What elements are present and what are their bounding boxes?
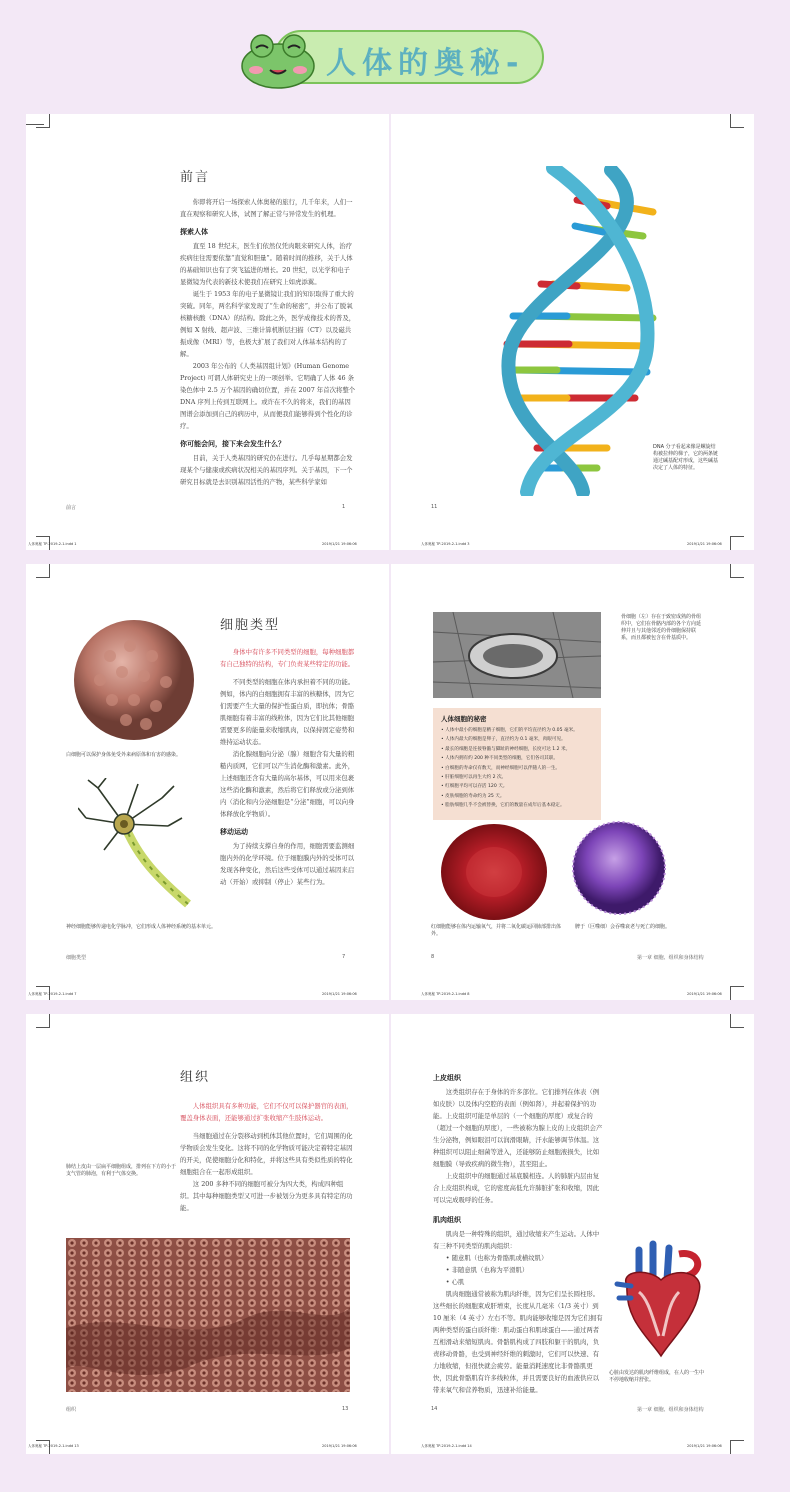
bone-cell-caption: 骨细胞（左）存在于致密成熟的骨组织中，它们在骨骼内部的各个方向延伸并且与其他邻近的骨细胞保持联系，而且都被包含在骨基质中。	[621, 614, 702, 641]
imprint-date: 2019/1/21 19:06:06	[322, 992, 357, 996]
section-heading: 探索人体	[180, 228, 208, 236]
imprint-file: 人体奥秘 TP-2019-2-1.indd 14	[421, 1444, 472, 1448]
page-cell-types	[26, 564, 389, 1000]
page-epithelial-muscle	[391, 1014, 754, 1454]
paragraph: 这类组织存在于身体的许多部位。它们排列在体表（例如皮肤）以及体内空腔的表面（例如肾），并起着保护的功能。上皮组织可能是单层的（一个细胞的厚度）或复合的（超过一个细胞的厚度），一些被称为腺上皮的上皮组织会产生分泌物，例如眼泪可以润滑眼睛，汗水能够调节体温。这种组织可以阻止细菌等进入，还能够防止细胞液损失，比如细胞膜（导致疾病的微生物），甚至阻止。	[433, 1088, 603, 1168]
lead-paragraph: 人体组织具有多种功能，它们不仅可以保护器官的表面，覆盖身体表面，还能够通过扩张收缩产生肢体运动。	[180, 1102, 353, 1122]
lead-paragraph: 身体中有许多不同类型的细胞，每种细胞都有自己独特的结构，专门负责某些特定的功能。	[220, 648, 355, 668]
muscle-type-item: • 非随意肌（也称为平滑肌）	[445, 1266, 529, 1274]
paragraph: 2003 年公布的《人类基因组计划》(Human Genome Project) 可谓人体研究史上的一项创举。它明确了人体 46 条染色体中 2.5 万个基因的确切位置，并在 2007 年首次将整个 DNA 序列上传到互联网上。或许在不久的将来，我们的基因图谱会添加到自己的病历中，从而便我们能够得到个性化的诊疗。	[180, 362, 356, 430]
section-heading: 上皮组织	[433, 1074, 461, 1082]
neuron-caption: 神经细胞能够传递电化学脉冲，它们形成人体神经系统的基本单元。	[66, 924, 217, 930]
paragraph: 肌肉是一种特殊的组织，通过收缩来产生运动。人体中有三种不同类型的肌肉组织：	[433, 1230, 600, 1250]
paragraph: 不同类型的细胞在体内承担着不同的功能。例如，体内的白细胞拥有丰富的核糖体，因为它们需要产生大量的保护性蛋白质，即抗体；骨骼肌细胞有着丰富的线粒体，因为它们比其他细胞需要更多的能量来收缩肌肉，以保持固定姿势和维持运动状态。	[220, 678, 355, 746]
tissue-body	[180, 1100, 356, 1214]
imprint-file: 人体奥秘 TP-2019-2-1.indd 3	[421, 542, 470, 546]
paragraph: 诞生于 1953 年的电子显微镜让我们的知识取得了重大的突破。同年，两名科学家发现了“生命的秘密”，并公布了脱氧核糖核酸（DNA）的结构。除此之外，医学成像技术的普及，例如 X 射线、超声波、三维计算机断层扫描（CT）以及磁共振成像（MRI）等，也极大扩展了我们对人体基本结构的了解。	[180, 290, 356, 358]
imprint-date: 2019/1/21 19:06:06	[322, 1444, 357, 1448]
running-footer: 组织	[66, 1407, 77, 1413]
page-tissue	[26, 1014, 389, 1454]
running-footer: 前言	[66, 505, 77, 511]
page-preface	[26, 114, 389, 550]
frog-mascot-icon	[228, 26, 328, 92]
imprint-date: 2019/1/21 19:06:06	[322, 542, 357, 546]
cell-types-body	[220, 646, 360, 888]
paragraph: 为了持续支撑自身的作用，细胞需要监测细胞内外的化学环境。位于细胞膜内外的受体可以发现各种变化，然后这些受体可以通过基因来启动（开始）或抑制（停止）某些行为。	[220, 842, 355, 886]
page-number: 14	[431, 1406, 438, 1412]
box-list-item: • 人体内最大的细胞是卵子，直径约为 0.1 毫米，肉眼可见。	[441, 737, 566, 743]
box-list	[433, 726, 601, 811]
box-title: 人体细胞的秘密	[441, 715, 487, 723]
muscle-type-list	[433, 1252, 605, 1288]
box-list-item: • 肝脏细胞可以再生大约 2 次。	[441, 775, 507, 781]
box-list-item: • 皮肤细胞的寿命约为 25 天。	[441, 793, 505, 799]
imprint-date: 2019/1/21 19:06:06	[687, 992, 722, 996]
wbc-caption: 白细胞可以保护身体免受外来病原体和有害的感染。	[66, 752, 182, 758]
page-title: 前言	[180, 170, 211, 185]
cell-facts-box	[433, 708, 601, 820]
paragraph: 目前，关于人类基因的研究仍在进行。几乎每星期都会发现某个与健康或疾病状况相关的基因序列。关于基因，下一个研究目标就是去识别基因活性的产物，某些科学家如	[180, 454, 353, 486]
page-title: 细胞类型	[220, 618, 281, 633]
running-footer: 细胞类型	[66, 955, 87, 961]
imprint-file: 人体奥秘 TP-2019-2-1.indd 7	[28, 992, 77, 996]
header-banner	[228, 26, 548, 92]
red-blood-cell-illustration	[439, 822, 549, 922]
box-list-item: • 最长的细胞是连接脊髓与脚趾的神经细胞，长度可达 1.2 米。	[441, 746, 571, 752]
preface-body	[180, 196, 356, 488]
imprint-date: 2019/1/21 19:06:06	[687, 1444, 722, 1448]
paragraph: 这 200 多种不同的细胞可被分为四大类，构成四种组织。其中每种细胞类型又可进一步被划分为更多具有特定的功能。	[180, 1180, 353, 1212]
epithelial-body	[433, 1066, 605, 1396]
intro-paragraph: 你即将开启一场探索人体奥秘的旅行，几千年来，人们一直在观察和研究人体，试图了解正常与异常发生的机理。	[180, 198, 353, 218]
dna-caption: DNA 分子看起来像是螺旋结构被拉伸的梯子，它的两条链通过碱基配对形成，这些碱基决定了人体的特征。	[653, 444, 719, 471]
page-number: 11	[431, 504, 438, 510]
tissue-caption: 肺结上皮由一层扁平细胞组成，排列在下方的小于支气管的肺泡，有利于气体交换。	[66, 1164, 177, 1177]
dna-helix-illustration	[457, 166, 677, 496]
tissue-micrograph	[66, 1238, 350, 1392]
page-title: 组织	[180, 1070, 211, 1085]
macrophage-caption: 脾于（巨噬细）会吞噬衰老与死亡的细胞。	[575, 924, 671, 930]
box-list-item: • 人体内拥有约 200 种不同类型的细胞，它们各司其职。	[441, 756, 558, 762]
box-list-item: • 白细胞的寿命仅有数天，而神经细胞可以伴随人的一生。	[441, 765, 561, 771]
page-number: 8	[431, 954, 435, 960]
page-number: 1	[342, 504, 346, 510]
page-number: 13	[342, 1406, 349, 1412]
banner-title: 人体的奥秘-	[326, 46, 525, 81]
section-heading: 肌肉组织	[433, 1216, 461, 1224]
imprint-file: 人体奥秘 TP-2019-2-1.indd 1	[28, 542, 77, 546]
section-heading: 你可能会问，接下来会发生什么？	[180, 440, 285, 448]
page-cell-facts	[391, 564, 754, 1000]
heart-caption: 心脏由发达的肌肉纤维组成，在人的一生中不停地收缩并舒张。	[609, 1370, 705, 1383]
white-blood-cell-illustration	[70, 616, 198, 744]
imprint-file: 人体奥秘 TP-2019-2-1.indd 8	[421, 992, 470, 996]
page-number: 7	[342, 954, 346, 960]
paragraph: 当细胞通过在分裂移动到机体其他位置时，它们周围的化学物质会发生变化。这将不同的化学物质可能决定着特定基因的开关，促使细胞分化和特化，并将这些具有类似性质的特化细胞组合在一起形成组织。	[180, 1132, 353, 1176]
nerve-cell-illustration	[78, 778, 202, 914]
box-list-item: • 人体中最小的细胞是精子细胞，它们的平均直径约为 0.05 毫米。	[441, 728, 578, 733]
rbc-caption: 红细胞能够在体内运输氧气，并将二氧化碳运回肺部排出体外。	[431, 924, 562, 937]
muscle-type-item: • 心肌	[445, 1278, 465, 1286]
box-list-item: • 红细胞平均可以存活 120 天。	[441, 784, 508, 790]
paragraph: 肌肉细胞通常被称为肌肉纤维，因为它们呈长圆柱形。这些细长的细胞束成肝增束，长度从几毫米（1/3 英寸）到 10 厘米（4 英寸）左右不等。肌肉能够收缩是因为它们拥有两种类型的蛋白质纤维：肌动蛋白和肌球蛋白——通过两者互相滑动来缩短肌肉。骨骼肌构成了四肢和躯干的肌肉，负责移动骨骼，也受到神经纤维的刺激时，它们可以快速、有力地收缩，但很快就会疲劳。能量消耗速度比非骨骼肌更快，因此骨骼肌有许多线粒体，并且需要良好的血液供应以带来氧气和营养物质，迅速补给能量。	[433, 1290, 603, 1394]
running-footer: 第一章 细胞、组织和身体结构	[637, 1407, 704, 1413]
heart-illustration	[609, 1240, 713, 1360]
box-list-item: • 脂肪细胞几乎不会被替换，它们的数量在成年后基本稳定。	[441, 803, 565, 809]
page-dna	[391, 114, 754, 550]
section-heading: 移动运动	[220, 828, 248, 836]
imprint-date: 2019/1/21 19:06:06	[687, 542, 722, 546]
bone-cell-micrograph	[433, 612, 601, 698]
macrophage-illustration	[571, 820, 667, 916]
imprint-file: 人体奥秘 TP-2019-2-1.indd 13	[28, 1444, 79, 1448]
paragraph: 直至 18 世纪末，医生们依然仅凭肉眼来研究人体，治疗疾病往往需要依靠“直觉和胆量”。随着时间的推移，关于人体的基础知识也有了突飞猛进的增长。20 世纪，以光学和电子显微镜为代表的新技术使我们在研究上如虎添翼。	[180, 242, 353, 286]
muscle-type-item: • 随意肌（也称为骨骼肌或横纹肌）	[445, 1254, 548, 1262]
running-footer: 第一章 细胞、组织和身体结构	[637, 955, 704, 961]
paragraph: 消化腺细胞向分泌（腺）细胞含有大量的粗糙内质网，它们可以产生消化酶和激素。此外，上述细胞还含有大量的高尔基体，可以用来包裹这些消化酶和激素，然后将它们释放或分泌到体内（消化和内分泌细胞是“分泌”细胞，可以向身体释放化学物质）。	[220, 750, 355, 818]
paragraph: 上皮组织中的细胞通过基底膜相连。人的肺脏内层由复合上皮组织构成，它的密度高低允许肺脏扩张和收缩，因此可以完成吸呼的任务。	[433, 1172, 600, 1204]
